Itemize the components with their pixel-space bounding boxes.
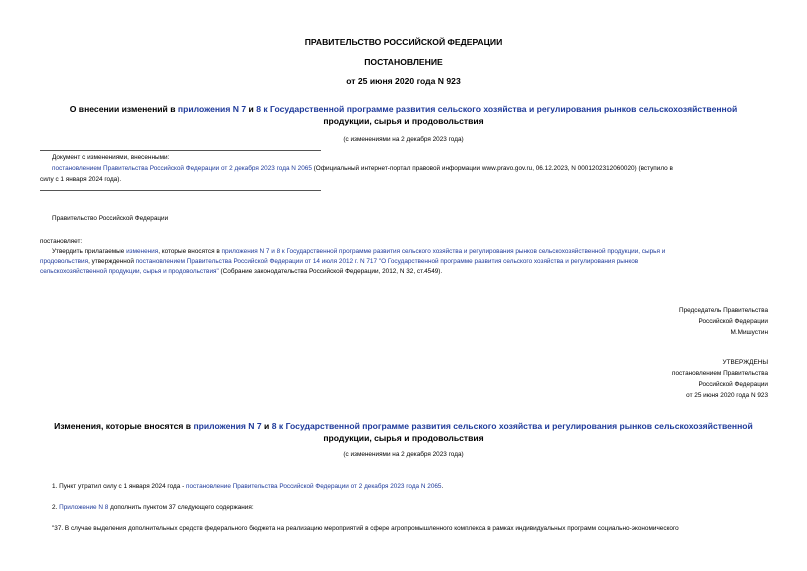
amending-resolution-link[interactable]: постановлением Правительства Российской Федерации от 2 декабря 2023 года N 2065	[52, 165, 312, 172]
title-text: Изменения, которые вносятся в	[54, 421, 194, 431]
appendix-7-link[interactable]: приложения N 7	[193, 421, 262, 431]
paragraph-text: , которые вносятся в	[158, 248, 222, 255]
amendments-text: (Официальный интернет-портал правовой информации www.pravo.gov.ru, 06.12.2023, N 0001202312060020) (вступило в	[311, 165, 673, 172]
title-text: продукции, сырья и продовольствия	[323, 116, 484, 126]
document-title	[40, 103, 767, 127]
list-item-text: .	[441, 483, 444, 490]
resolution-717-link[interactable]: постановлением Правительства Российской Федерации от 14 июля 2012 г. N 717 "О Государственной программе развития сельского хозяйства и регулирования рынков	[135, 258, 639, 265]
list-item-text: дополнить пунктом 37 следующего содержания:	[108, 504, 254, 511]
title-text: и	[261, 421, 272, 431]
appendix-8-link[interactable]: 8 к Государственной программе развития сельского хозяйства и регулирования рынков сельскохозяйственной	[271, 421, 753, 431]
appendices-link[interactable]: продовольствия	[40, 258, 89, 265]
list-item	[52, 502, 254, 514]
divider	[40, 150, 321, 151]
government-heading: ПРАВИТЕЛЬСТВО РОССИЙСКОЙ ФЕДЕРАЦИИ	[304, 37, 503, 47]
changes-note: (с изменениями на 2 декабря 2023 года)	[343, 136, 464, 143]
changes-note: (с изменениями на 2 декабря 2023 года)	[343, 451, 464, 458]
list-item: "37. В случае выделения дополнительных средств федерального бюджета на реализацию мероприятий в сфере агропромышленного комплекса в рамках индивидуальных программ социально-экономического	[52, 525, 679, 532]
document-type: ПОСТАНОВЛЕНИЕ	[364, 57, 443, 67]
resolves-label: постановляет:	[40, 238, 83, 245]
changes-title	[40, 420, 767, 444]
changes-link[interactable]: изменения	[126, 248, 159, 255]
approved-date: от 25 июня 2020 года N 923	[686, 392, 768, 399]
amendments-effective: силу с 1 января 2024 года).	[40, 176, 122, 183]
signature-name: М.Мишустин	[730, 329, 768, 336]
paragraph-line	[40, 266, 768, 278]
paragraph-text: , утвержденной	[88, 258, 136, 265]
list-item-text: 2.	[52, 504, 60, 511]
appendix-7-link[interactable]: приложения N 7	[177, 104, 247, 114]
amendments-intro: Документ с изменениями, внесенными:	[52, 154, 170, 161]
list-item	[52, 481, 443, 493]
document-date-number: от 25 июня 2020 года N 923	[346, 76, 461, 86]
approved-label: УТВЕРЖДЕНЫ	[722, 359, 768, 366]
title-text: и	[246, 104, 257, 114]
paragraph-text: (Собрание законодательства Российской Федерации, 2012, N 32, ст.4549).	[218, 268, 443, 275]
title-text: продукции, сырья и продовольствия	[323, 433, 484, 443]
appendix-8-link[interactable]: 8 к Государственной программе развития сельского хозяйства и регулирования рынков сельскохозяйственной	[256, 104, 738, 114]
divider	[40, 190, 321, 191]
approved-by: Российской Федерации	[698, 381, 768, 388]
list-item-text: 1. Пункт утратил силу с 1 января 2024 года -	[52, 483, 186, 490]
title-text: О внесении изменений в	[69, 104, 178, 114]
paragraph-text: Утвердить прилагаемые	[52, 248, 127, 255]
approved-by: постановлением Правительства	[672, 370, 768, 377]
appendices-link[interactable]: приложения N 7 и 8 к Государственной программе развития сельского хозяйства и регулирования рынков сельскохозяйственной продукции, сырья и	[221, 248, 666, 255]
appendix-8-link[interactable]: Приложение N 8	[59, 504, 109, 511]
signature-position: Председатель Правительства	[679, 307, 768, 314]
resolution-717-link[interactable]: сельскохозяйственной продукции, сырья и продовольствия"	[40, 268, 219, 275]
government-rf: Правительство Российской Федерации	[52, 215, 169, 222]
signature-position: Российской Федерации	[698, 318, 768, 325]
amending-resolution-link[interactable]: постановление Правительства Российской Федерации от 2 декабря 2023 года N 2065	[186, 483, 442, 490]
